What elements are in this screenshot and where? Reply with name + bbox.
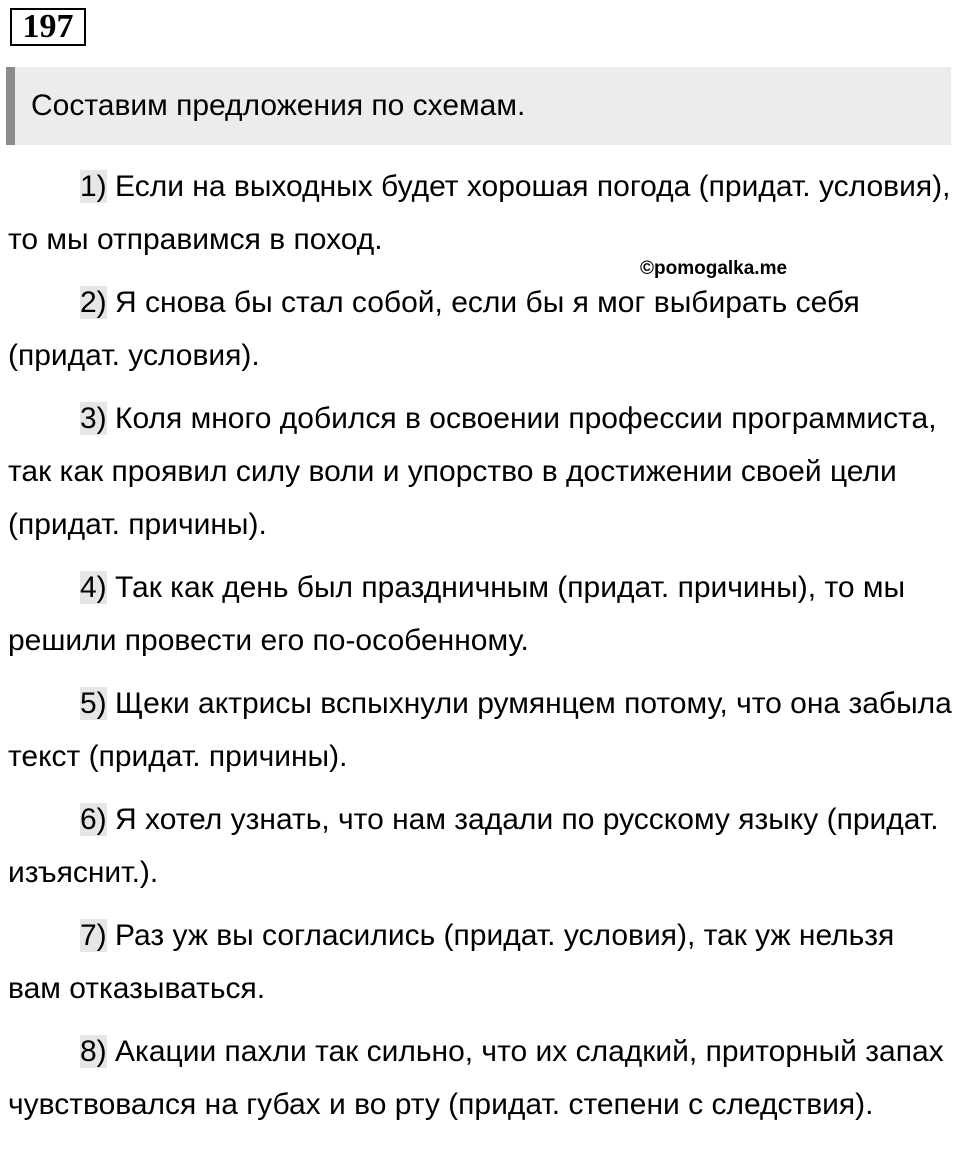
item-text: Щеки актрисы вспыхнули румянцем потому, что она забыла текст (придат. причины). [8,687,952,773]
item-number: 3) [80,402,107,435]
answer-list [8,160,952,1141]
answer-item-5 [8,677,952,783]
item-text: Если на выходных будет хорошая погода (придат. условия), то мы отправимся в поход. [8,170,951,256]
instruction-text: Составим предложения по схемам. [31,89,526,122]
item-number: 7) [80,919,107,952]
item-number: 8) [80,1035,107,1068]
item-number: 2) [80,286,107,319]
answer-item-4 [8,561,952,667]
answer-item-8 [8,1025,952,1131]
item-text: Раз уж вы согласились (придат. условия), так уж нельзя вам отказываться. [8,919,895,1005]
answer-item-1 [8,160,952,266]
item-text: Так как день был праздничным (придат. причины), то мы решили провести его по-особенному. [8,571,906,657]
answer-item-6 [8,793,952,899]
item-number: 4) [80,571,107,604]
task-number: 197 [10,8,86,46]
instruction-box [6,67,951,145]
item-number: 1) [80,170,107,203]
item-text: Я хотел узнать, что нам задали по русскому языку (придат. изъяснит.). [8,803,939,889]
answer-item-3 [8,392,952,551]
item-text: Акации пахли так сильно, что их сладкий, приторный запах чувствовался на губах и во рту (придат. степени с следствия). [8,1035,944,1121]
answer-item-2 [8,276,952,382]
watermark: ©pomogalka.me [640,258,788,279]
item-text: Коля много добился в освоении профессии программиста, так как проявил силу воли и упорство в достижении своей цели (придат. причины). [8,402,937,541]
item-text: Я снова бы стал собой, если бы я мог выбирать себя (придат. условия). [8,286,860,372]
answer-item-7 [8,909,952,1015]
item-number: 5) [80,687,107,720]
item-number: 6) [80,803,107,836]
